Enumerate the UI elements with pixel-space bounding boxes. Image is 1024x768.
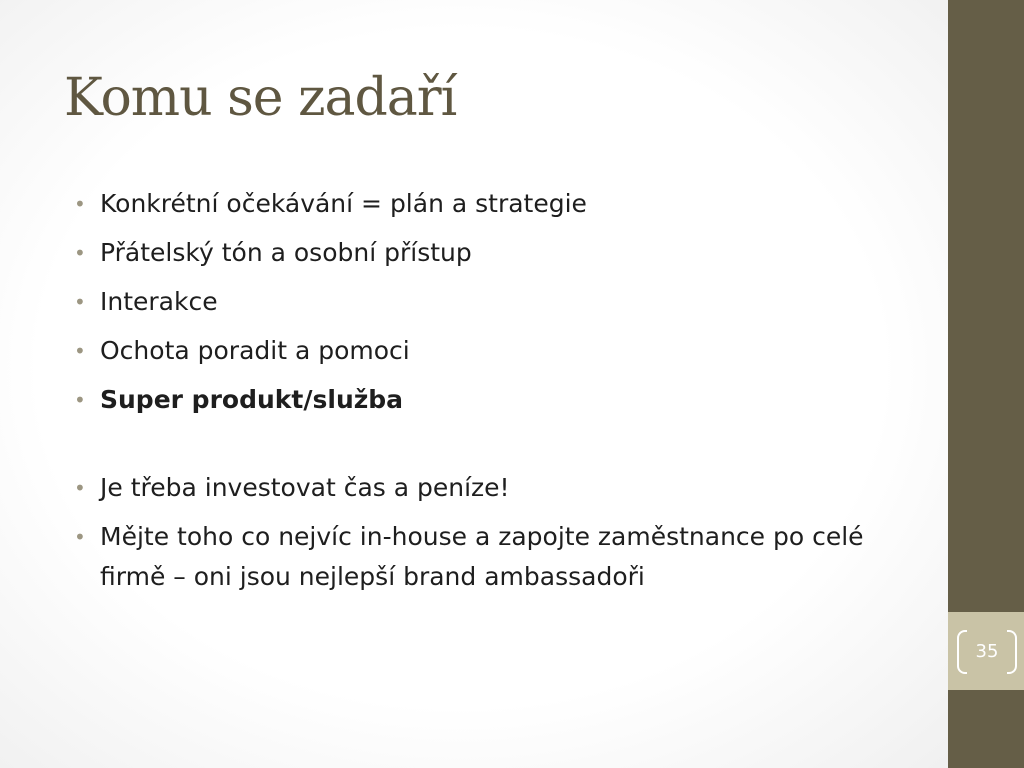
- bullet-dot-icon: •: [74, 290, 86, 314]
- bullet-item: [72, 331, 902, 371]
- bullet-dot-icon: •: [74, 525, 86, 549]
- bullet-item: [72, 517, 902, 597]
- bullet-text: Mějte toho co nejvíc in-house a zapojte zaměstnance po celé firmě – oni jsou nejlepší brand ambassadoři: [100, 522, 864, 591]
- bullet-item-highlight: [72, 380, 902, 420]
- bullet-item: [72, 468, 902, 508]
- bullet-text: Ochota poradit a pomoci: [100, 336, 410, 365]
- bullet-dot-icon: •: [74, 476, 86, 500]
- bullet-text: Přátelský tón a osobní přístup: [100, 238, 472, 267]
- bullet-text: Interakce: [100, 287, 218, 316]
- bullet-dot-icon: •: [74, 192, 86, 216]
- bullet-item: [72, 233, 902, 273]
- bullet-text: Super produkt/služba: [100, 385, 404, 414]
- page-number: 35: [975, 641, 999, 662]
- bullet-dot-icon: •: [74, 339, 86, 363]
- bullet-item: [72, 184, 902, 224]
- bullet-dot-icon: •: [74, 388, 86, 412]
- bullet-text: Je třeba investovat čas a peníze!: [100, 473, 510, 502]
- bullet-item: [72, 282, 902, 322]
- bullet-dot-icon: •: [74, 241, 86, 265]
- bullet-list: [72, 184, 902, 606]
- slide-title: Komu se zadaří: [64, 68, 457, 128]
- bullet-text: Konkrétní očekávání = plán a strategie: [100, 189, 587, 218]
